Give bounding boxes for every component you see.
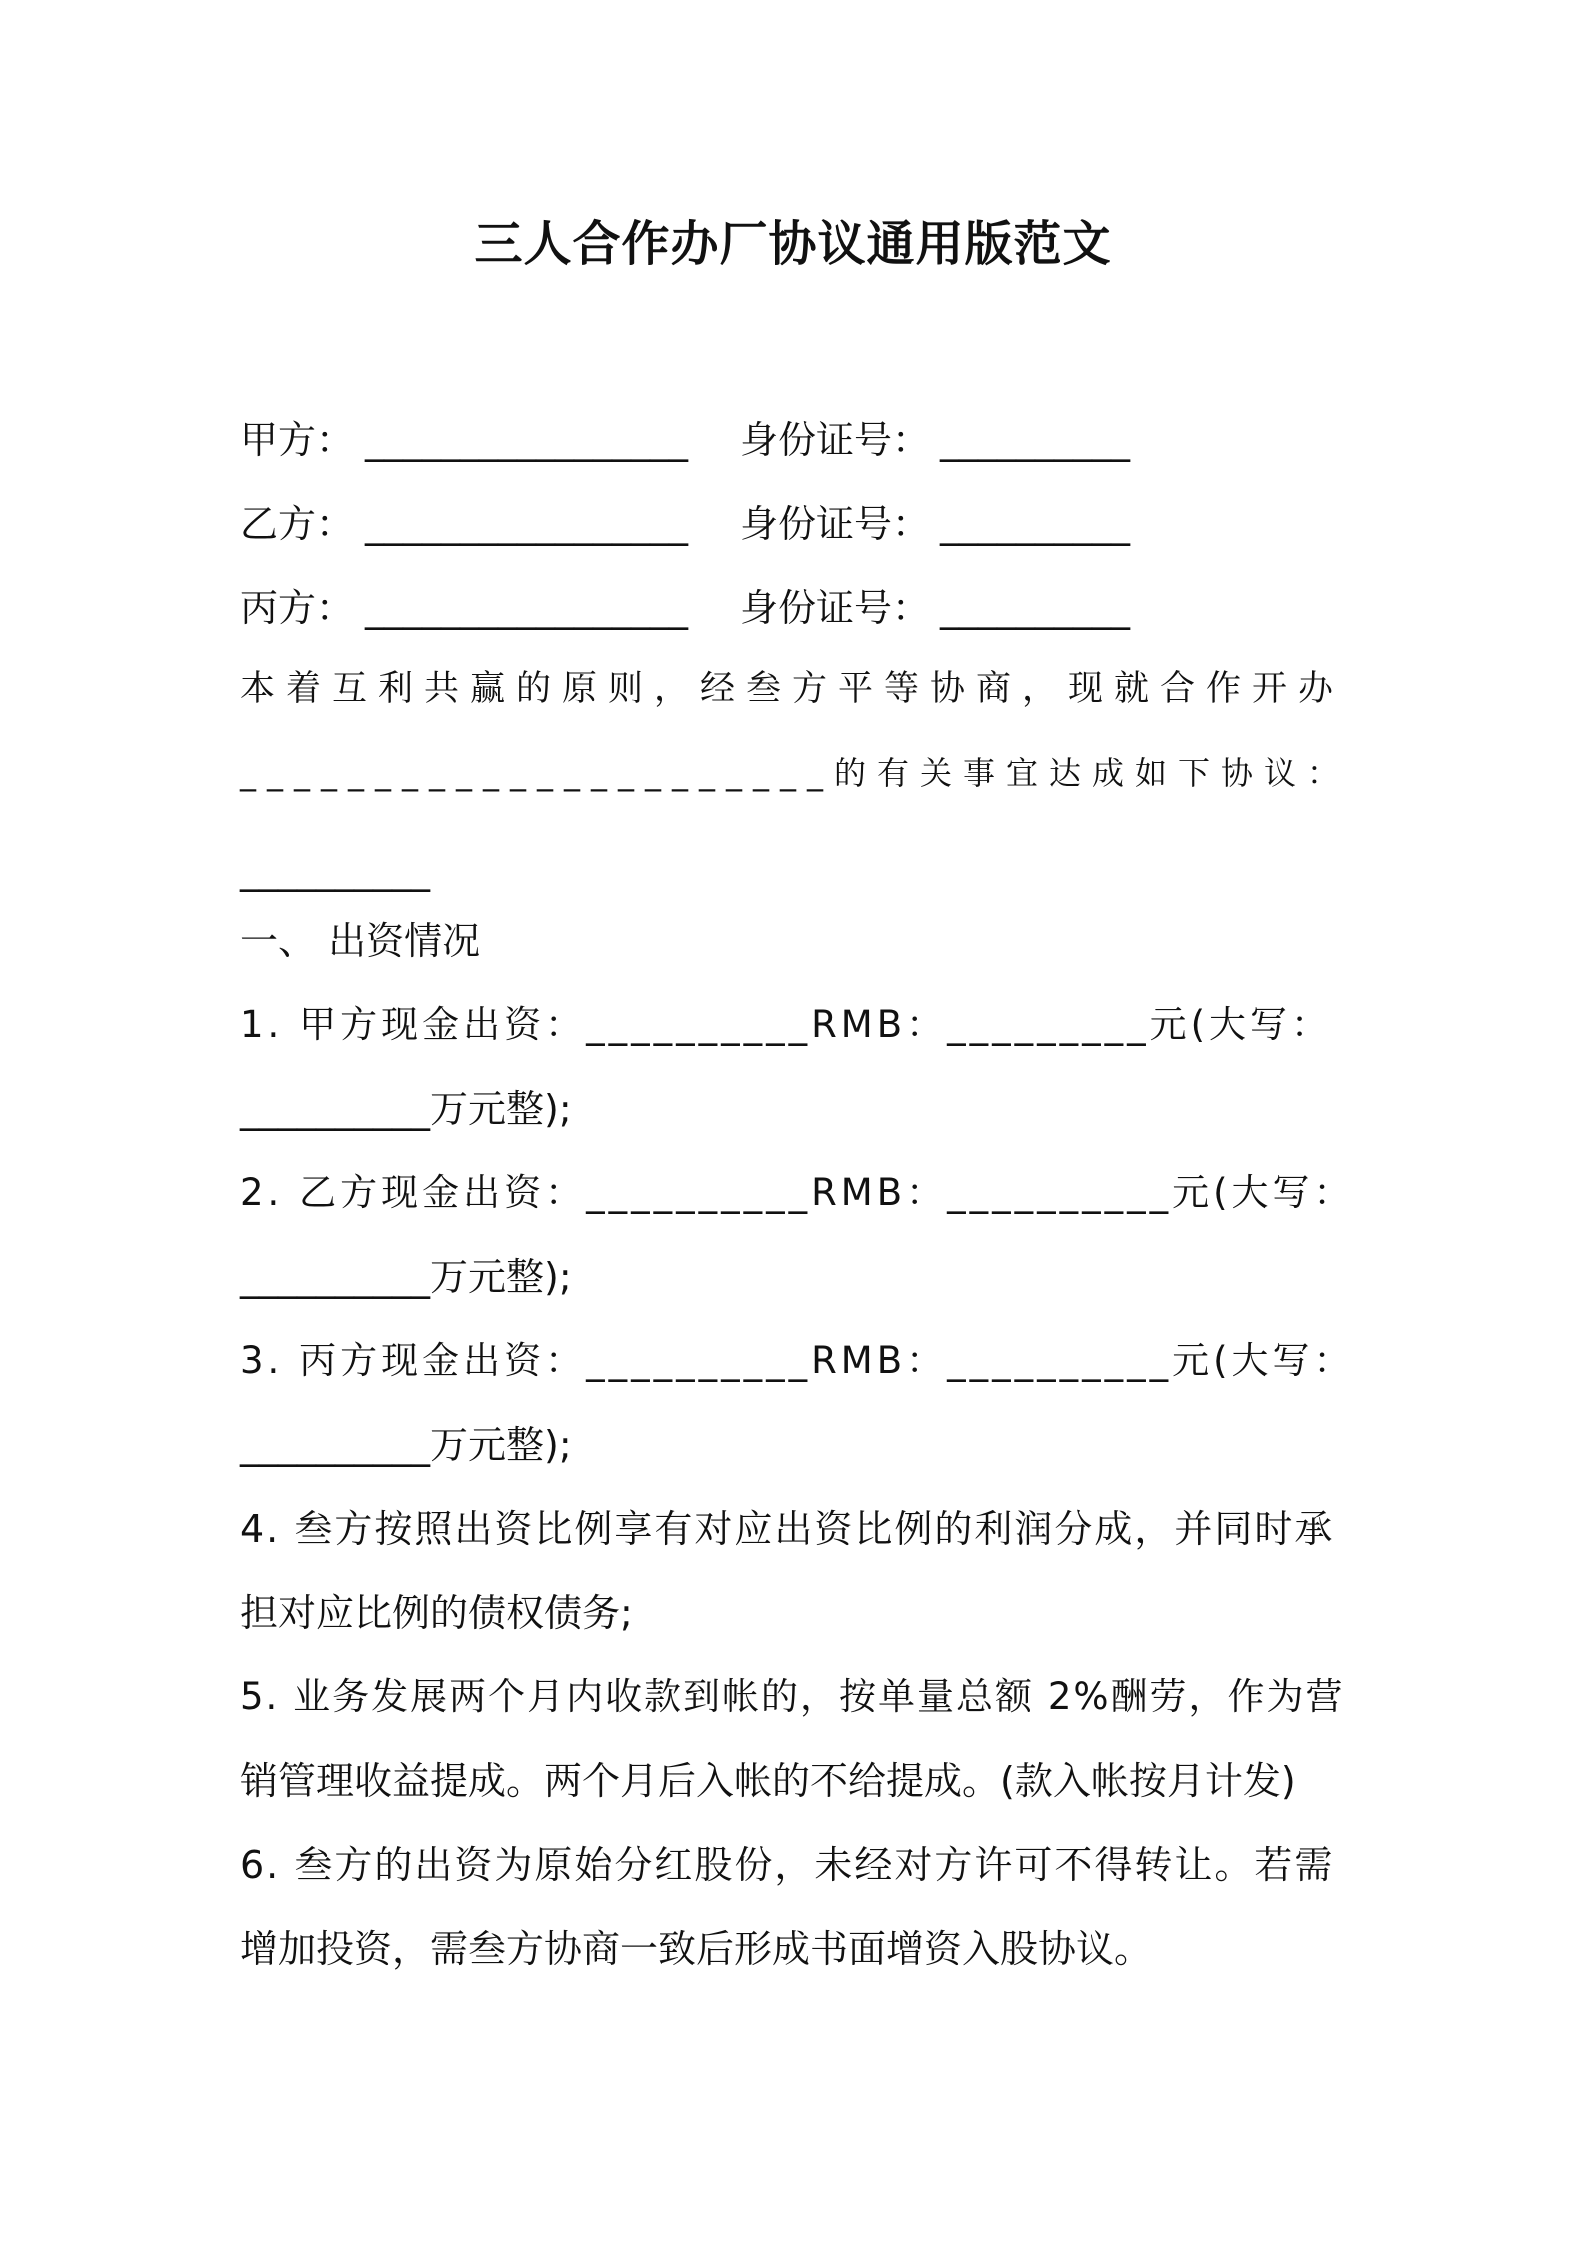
party-b-label: 乙方：	[240, 502, 355, 546]
clause-3-line-2: __________万元整);	[240, 1423, 572, 1467]
clause-5-line-2: 销管理收益提成。两个月后入帐的不给提成。(款入帐按月计发)	[240, 1759, 1296, 1803]
section-heading: 一、 出资情况	[240, 919, 481, 963]
party-b-id-label: 身份证号：	[740, 502, 931, 546]
intro-line-1: 本着互利共赢的原则，经叁方平等协商，现就合作开办	[240, 669, 1345, 709]
party-c-id-blank: __________	[940, 586, 1130, 630]
intro-line-3: __________	[240, 848, 430, 892]
clause-5-line-1: 5. 业务发展两个月内收款到帐的，按单量总额 2%酬劳，作为营	[240, 1675, 1345, 1718]
party-a-id-label: 身份证号：	[740, 418, 931, 462]
party-c-label: 丙方：	[240, 586, 355, 630]
party-b-name-blank: _________________	[365, 502, 688, 546]
clause-2-line-2: __________万元整);	[240, 1255, 572, 1299]
clause-2-line-1: 2. 乙方现金出资：__________RMB：__________元(大写：	[240, 1171, 1355, 1214]
document-title: 三人合作办厂协议通用版范文	[474, 216, 1112, 272]
clause-6-line-1: 6. 叁方的出资为原始分红股份，未经对方许可不得转让。若需	[240, 1843, 1335, 1887]
clause-1-line-2: __________万元整);	[240, 1087, 572, 1131]
clause-4-line-1: 4. 叁方按照出资比例享有对应出资比例的利润分成，并同时承	[240, 1507, 1335, 1551]
intro-line-2: ______________________的有关事宜达成如下协议：	[240, 754, 1351, 792]
clause-3-line-1: 3. 丙方现金出资：__________RMB：__________元(大写：	[240, 1339, 1355, 1382]
party-b-id-blank: __________	[940, 502, 1130, 546]
party-a-name-blank: _________________	[365, 418, 688, 462]
clause-6-line-2: 增加投资，需叁方协商一致后形成书面增资入股协议。	[240, 1927, 1153, 1971]
party-a-label: 甲方：	[240, 418, 355, 462]
clause-4-line-2: 担对应比例的债权债务;	[240, 1591, 633, 1635]
party-c-id-label: 身份证号：	[740, 586, 931, 630]
party-a-id-blank: __________	[940, 418, 1130, 462]
party-c-name-blank: _________________	[365, 586, 688, 630]
clause-1-line-1: 1. 甲方现金出资：__________RMB：_________元(大写：	[240, 1003, 1333, 1046]
